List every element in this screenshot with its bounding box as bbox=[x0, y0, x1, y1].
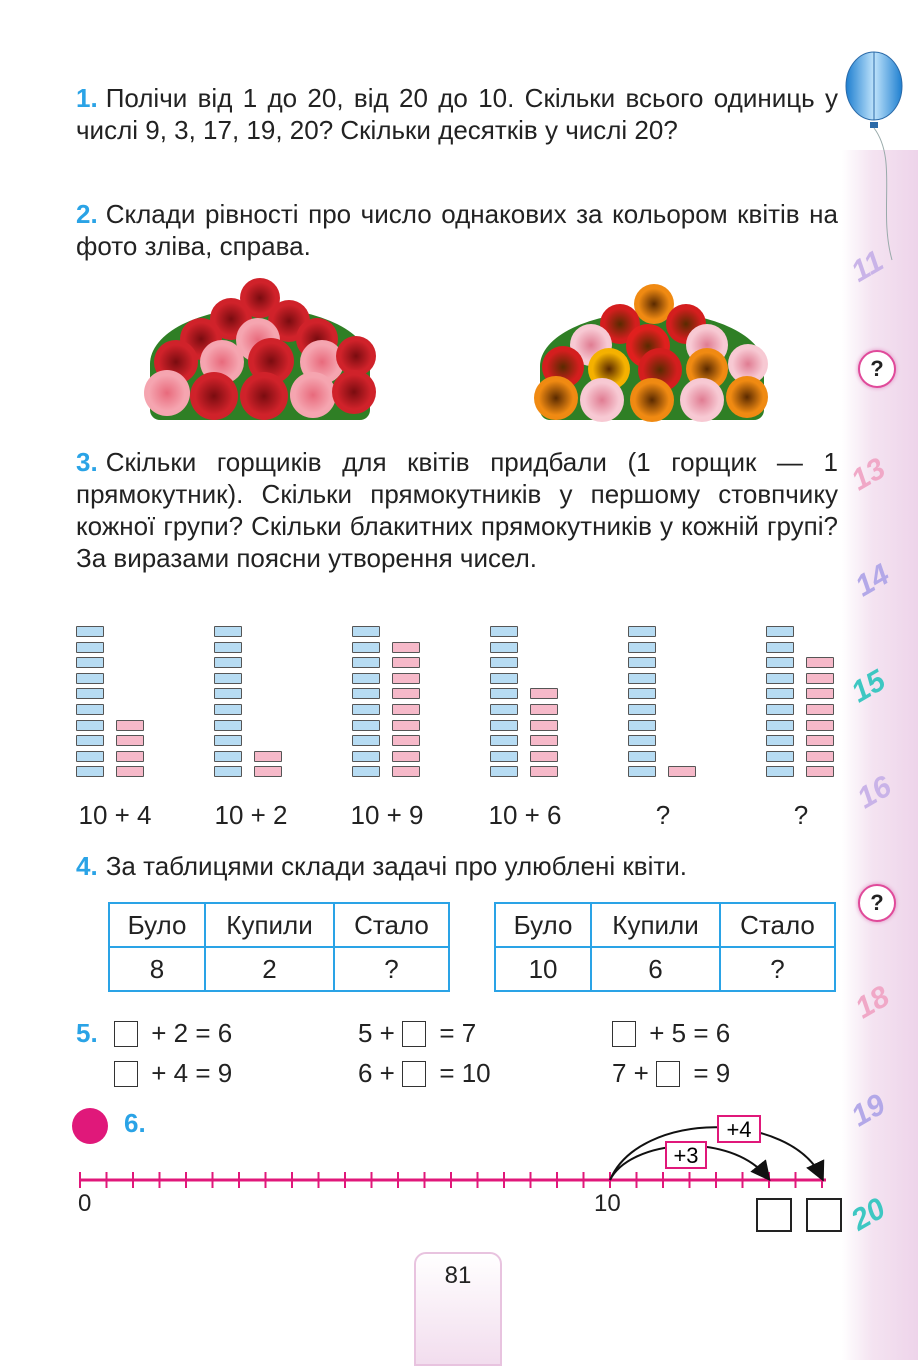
blue-rectangle bbox=[628, 751, 656, 762]
blue-rectangle bbox=[490, 751, 518, 762]
task-1 bbox=[76, 82, 838, 146]
table-left-value-3: ? bbox=[334, 947, 449, 991]
blue-rectangle bbox=[490, 688, 518, 699]
blue-rectangle bbox=[628, 673, 656, 684]
blue-rectangle bbox=[628, 704, 656, 715]
pink-rectangle bbox=[392, 688, 420, 699]
blue-rectangle bbox=[490, 735, 518, 746]
task-4-number: 4. bbox=[76, 851, 98, 881]
blue-rectangle bbox=[628, 626, 656, 637]
blue-rectangle bbox=[766, 626, 794, 637]
side-number-19: 19 bbox=[845, 1087, 892, 1134]
pink-rectangle bbox=[806, 735, 834, 746]
answer-box[interactable] bbox=[402, 1021, 426, 1047]
equation-5 bbox=[612, 1018, 730, 1049]
side-number-20: 20 bbox=[845, 1191, 892, 1238]
blue-rectangle bbox=[490, 626, 518, 637]
table-left bbox=[108, 902, 450, 992]
equation-3-left: 5 + bbox=[358, 1018, 403, 1048]
pink-rectangle bbox=[806, 673, 834, 684]
blue-rectangle bbox=[766, 657, 794, 668]
number-line-zero: 0 bbox=[78, 1190, 92, 1217]
group-label-5: ? bbox=[655, 800, 671, 830]
question-badge-top: ? bbox=[858, 350, 896, 388]
group-label-2: 10 + 2 bbox=[214, 800, 288, 830]
side-number-15: 15 bbox=[845, 663, 892, 710]
blue-rectangle bbox=[766, 766, 794, 777]
blue-rectangle bbox=[628, 688, 656, 699]
number-line-ten: 10 bbox=[594, 1190, 621, 1217]
answer-box[interactable] bbox=[402, 1061, 426, 1087]
blue-rectangle bbox=[214, 720, 242, 731]
blue-rectangle bbox=[352, 673, 380, 684]
equation-5-text: + 5 = 6 bbox=[642, 1018, 731, 1048]
table-right-header-2: Купили bbox=[591, 903, 720, 947]
flower-icon bbox=[534, 376, 578, 420]
pink-rectangle bbox=[392, 673, 420, 684]
task-6-number: 6. bbox=[124, 1108, 146, 1138]
side-number-16: 16 bbox=[851, 769, 898, 816]
blue-rectangle bbox=[76, 688, 104, 699]
pink-rectangle bbox=[806, 657, 834, 668]
answer-box-big-jump[interactable] bbox=[806, 1198, 842, 1232]
task-3-number: 3. bbox=[76, 447, 98, 477]
equation-3 bbox=[358, 1018, 476, 1049]
blue-rectangle bbox=[76, 657, 104, 668]
blue-rectangle bbox=[628, 657, 656, 668]
pink-rectangle bbox=[392, 735, 420, 746]
pink-rectangle bbox=[806, 720, 834, 731]
equation-6-left: 7 + bbox=[612, 1058, 657, 1088]
jump-big-label: +4 bbox=[726, 1117, 752, 1142]
blue-rectangle bbox=[766, 704, 794, 715]
table-left-header-3: Стало bbox=[334, 903, 449, 947]
equation-4-right: = 10 bbox=[432, 1058, 491, 1088]
blue-rectangle bbox=[766, 735, 794, 746]
answer-box[interactable] bbox=[114, 1061, 138, 1087]
photo-roses bbox=[140, 278, 380, 420]
table-right-header-3: Стало bbox=[720, 903, 835, 947]
flower-icon bbox=[580, 378, 624, 422]
blue-rectangle bbox=[352, 626, 380, 637]
task-4 bbox=[76, 850, 838, 882]
flower-icon bbox=[630, 378, 674, 422]
blue-rectangle bbox=[766, 673, 794, 684]
pink-rectangle bbox=[530, 735, 558, 746]
balloon-icon bbox=[838, 50, 918, 270]
answer-box[interactable] bbox=[612, 1021, 636, 1047]
blue-rectangle bbox=[76, 626, 104, 637]
blue-rectangle bbox=[76, 735, 104, 746]
pink-rectangle bbox=[392, 751, 420, 762]
number-line bbox=[70, 1100, 840, 1200]
blue-rectangle bbox=[214, 673, 242, 684]
pink-rectangle bbox=[392, 642, 420, 653]
blue-rectangle bbox=[352, 657, 380, 668]
blue-rectangle bbox=[490, 673, 518, 684]
pink-rectangle bbox=[530, 766, 558, 777]
pink-rectangle bbox=[116, 735, 144, 746]
pink-rectangle bbox=[392, 720, 420, 731]
blue-rectangle bbox=[490, 720, 518, 731]
blue-rectangle bbox=[490, 642, 518, 653]
equation-6 bbox=[612, 1058, 730, 1089]
pink-rectangle bbox=[806, 766, 834, 777]
flower-icon bbox=[680, 378, 724, 422]
blue-rectangle bbox=[766, 642, 794, 653]
pink-rectangle bbox=[116, 720, 144, 731]
side-number-14: 14 bbox=[849, 557, 896, 604]
blue-rectangle bbox=[214, 766, 242, 777]
blue-rectangle bbox=[214, 688, 242, 699]
flower-icon bbox=[240, 372, 288, 420]
pink-rectangle bbox=[254, 766, 282, 777]
pink-rectangle bbox=[668, 766, 696, 777]
flower-icon bbox=[290, 372, 336, 418]
blue-rectangle bbox=[214, 704, 242, 715]
table-left-value-1: 8 bbox=[109, 947, 205, 991]
pink-rectangle bbox=[530, 751, 558, 762]
blue-rectangle bbox=[352, 766, 380, 777]
task-3 bbox=[76, 446, 838, 574]
side-strip bbox=[842, 150, 918, 1360]
blue-rectangle bbox=[214, 751, 242, 762]
blue-rectangle bbox=[76, 704, 104, 715]
task-5-number: 5. bbox=[76, 1018, 98, 1048]
table-left-header-2: Купили bbox=[205, 903, 334, 947]
blue-rectangle bbox=[76, 751, 104, 762]
task-1-text: Полічи від 1 до 20, від 20 до 10. Скільки всього одиниць у числі 9, 3, 17, 19, 20? Скільки десятків у числі 20? bbox=[76, 83, 838, 145]
pink-rectangle bbox=[254, 751, 282, 762]
blue-rectangle bbox=[76, 720, 104, 731]
question-badge-bottom: ? bbox=[858, 884, 896, 922]
answer-box-small-jump[interactable] bbox=[756, 1198, 792, 1232]
pink-rectangle bbox=[392, 766, 420, 777]
blue-rectangle bbox=[766, 751, 794, 762]
blue-rectangle bbox=[214, 735, 242, 746]
task-1-number: 1. bbox=[76, 83, 98, 113]
table-right-value-1: 10 bbox=[495, 947, 591, 991]
side-number-13: 13 bbox=[845, 451, 892, 498]
pink-rectangle bbox=[806, 751, 834, 762]
table-right-value-3: ? bbox=[720, 947, 835, 991]
pink-rectangle bbox=[116, 766, 144, 777]
pink-rectangle bbox=[530, 688, 558, 699]
pink-rectangle bbox=[392, 657, 420, 668]
answer-box[interactable] bbox=[656, 1061, 680, 1087]
blue-rectangle bbox=[352, 751, 380, 762]
blue-rectangle bbox=[490, 657, 518, 668]
blue-rectangle bbox=[352, 720, 380, 731]
pink-rectangle bbox=[392, 704, 420, 715]
table-left-header-1: Було bbox=[109, 903, 205, 947]
blue-rectangle bbox=[352, 704, 380, 715]
blue-rectangle bbox=[214, 626, 242, 637]
task-2-text: Склади рівності про число однакових за кольором квітів на фото зліва, справа. bbox=[76, 199, 838, 261]
answer-box[interactable] bbox=[114, 1021, 138, 1047]
side-number-11: 11 bbox=[845, 244, 890, 289]
blue-rectangle bbox=[628, 766, 656, 777]
page-number: 81 bbox=[444, 1262, 472, 1289]
pink-rectangle bbox=[806, 704, 834, 715]
blue-rectangle bbox=[76, 766, 104, 777]
table-left-value-2: 2 bbox=[205, 947, 334, 991]
pink-rectangle bbox=[530, 720, 558, 731]
pink-rectangle bbox=[530, 704, 558, 715]
group-label-6: ? bbox=[793, 800, 809, 830]
blue-rectangle bbox=[352, 688, 380, 699]
equation-4 bbox=[358, 1058, 491, 1089]
side-number-18: 18 bbox=[849, 979, 896, 1026]
equation-2 bbox=[114, 1058, 232, 1089]
group-label-4: 10 + 6 bbox=[488, 800, 562, 830]
equation-3-right: = 7 bbox=[432, 1018, 477, 1048]
flower-icon bbox=[144, 370, 190, 416]
group-label-1: 10 + 4 bbox=[78, 800, 152, 830]
table-right-value-2: 6 bbox=[591, 947, 720, 991]
blue-rectangle bbox=[628, 720, 656, 731]
blue-rectangle bbox=[214, 657, 242, 668]
pink-rectangle bbox=[806, 688, 834, 699]
equation-4-left: 6 + bbox=[358, 1058, 403, 1088]
blue-rectangle bbox=[76, 673, 104, 684]
blue-rectangle bbox=[490, 704, 518, 715]
flower-icon bbox=[190, 372, 238, 420]
blue-rectangle bbox=[352, 735, 380, 746]
blue-rectangle bbox=[76, 642, 104, 653]
flower-icon bbox=[332, 370, 376, 414]
blue-rectangle bbox=[214, 642, 242, 653]
task-4-text: За таблицями склади задачі про улюблені квіти. bbox=[105, 851, 688, 881]
task-3-text: Скільки горщиків для квітів придбали (1 горщик — 1 прямокутник). Скільки прямокутників у першому стовпчику кожної групи? Скільки блакитних прямокутників у кожній групі? За виразами поясни утворення чисел. bbox=[76, 447, 838, 573]
table-right-header-1: Було bbox=[495, 903, 591, 947]
equation-1-text: + 2 = 6 bbox=[144, 1018, 233, 1048]
blue-rectangle bbox=[490, 766, 518, 777]
jump-small-label: +3 bbox=[673, 1143, 699, 1168]
photo-gerberas bbox=[530, 282, 774, 420]
flower-icon bbox=[726, 376, 768, 418]
blue-rectangle bbox=[628, 735, 656, 746]
blue-rectangle bbox=[766, 720, 794, 731]
task-2 bbox=[76, 198, 838, 262]
blue-rectangle bbox=[766, 688, 794, 699]
blue-rectangle bbox=[352, 642, 380, 653]
pink-rectangle bbox=[116, 751, 144, 762]
equation-6-right: = 9 bbox=[686, 1058, 731, 1088]
blue-rectangle bbox=[628, 642, 656, 653]
equation-1 bbox=[114, 1018, 232, 1049]
group-label-3: 10 + 9 bbox=[350, 800, 424, 830]
task-2-number: 2. bbox=[76, 199, 98, 229]
table-right bbox=[494, 902, 836, 992]
equation-2-text: + 4 = 9 bbox=[144, 1058, 233, 1088]
